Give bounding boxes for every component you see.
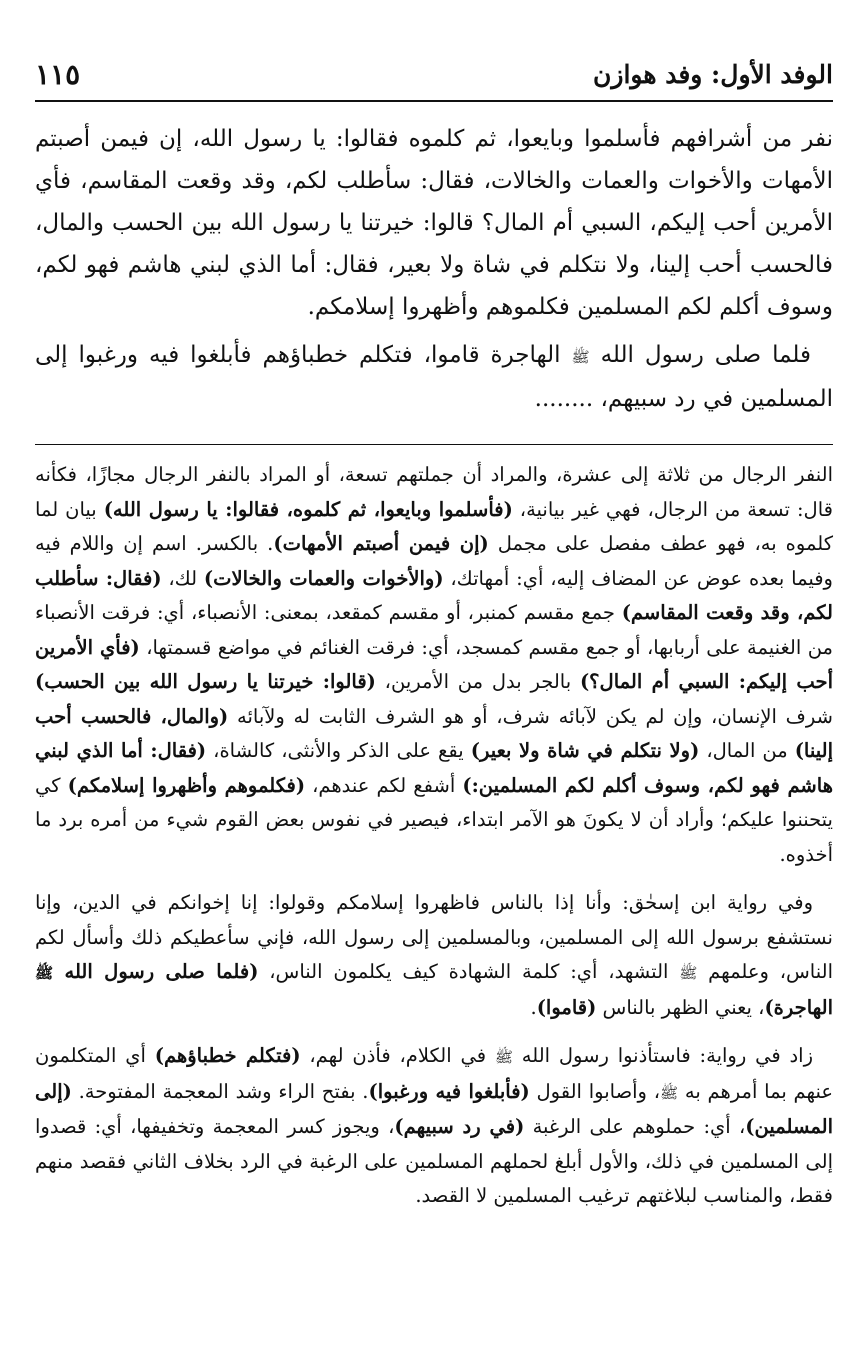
quoted-matn-text: (فقال: أما الذي لبني هاشم فهو لكم، وسوف أكلم لكم المسلمين:) (35, 739, 833, 797)
commentary-text: وفي رواية ابن إسحٰق: وأنا إذا بالناس فاظهروا إسلامكم وقولوا: إنا إخوانكم في الدين، وإنا نستشفع برسول الله إلى المسلمين، وبالمسلمين إلى رسول الله، فإني سأعطيكم ذلك وأسأل لكم الناس، وعلمهم (35, 891, 833, 983)
commentary-text: ، وأصابوا القول (529, 1079, 660, 1103)
quoted-matn-text: (والمال، فالحسب أحب إلينا) (35, 704, 833, 762)
commentary (35, 458, 833, 1228)
commentary-text: . (530, 995, 537, 1019)
quoted-matn-text: (فكلموهم وأظهروا إسلامكم) (67, 773, 306, 797)
commentary-text: التشهد، أي: كلمة الشهادة كيف يكلمون الناس، (258, 960, 680, 983)
commentary-text: ، يعني الظهر بالناس (596, 995, 765, 1019)
quoted-matn-text: (قاموا) (536, 995, 597, 1019)
commentary-text: في الكلام، فأذن لهم، (300, 1044, 495, 1067)
quoted-matn-text: (إلى المسلمين) (35, 1079, 833, 1138)
commentary-text: كي يتحننوا عليكم؛ وأراد أن لا يكونَ هو الآمر ابتداء، فيصير في نفوس بعض القوم شيء من أمره برد ما أخذوه. (35, 773, 833, 866)
commentary-paragraph-2 (35, 886, 833, 1025)
quoted-matn-text: (فلما صلى رسول الله (53, 960, 259, 983)
commentary-paragraph-1 (35, 458, 833, 872)
main-text (35, 118, 833, 426)
running-title: الوفد الأول: وفد هوازن (593, 59, 833, 89)
commentary-text: جمع مقسم كمنبر، أو مقسم كمقعد، بمعنى: الأنصباء، أي: فرقت الأنصباء من الغنيمة على أربابها، أو جمع مقسم كمسجد، أي: فرقت الغنائم في مواضع قسمتها، (35, 601, 833, 659)
quoted-matn-text: (فقال: سأطلب لكم، وقد وقعت المقاسم) (35, 566, 833, 624)
commentary-text: شرف الإنسان، وإن لم يكن لآبائه شرف، أو هو الشرف الثابت له ولآبائه (228, 704, 833, 728)
commentary-paragraph-3 (35, 1039, 833, 1214)
main-paragraph-2-start: فلما صلى رسول الله (600, 342, 811, 368)
commentary-text: . بالكسر. اسم إن واللام فيه وفيما بعده عوض عن المضاف إليه، أي: أمهاتك، (35, 532, 833, 590)
quoted-matn-text: (فأبلغوا فيه ورغبوا) (368, 1079, 530, 1103)
quoted-matn-text: (فأي الأمرين أحب إليكم: السبي أم المال؟) (35, 635, 834, 693)
quoted-matn-text: (فأسلموا وبايعوا، ثم كلموه، فقالوا: يا رسول الله) (103, 497, 513, 521)
quoted-matn-text: (في رد سبيهم) (394, 1115, 525, 1138)
commentary-text: أي المتكلمون عنهم بما أمرهم به (35, 1044, 833, 1103)
main-paragraph-2-end: الهاجرة قاموا، فتكلم خطباؤهم فأبلغوا فيه ورغبوا إلى المسلمين في رد سبيهم، (35, 342, 833, 412)
salutation-glyph: ﷺ (571, 348, 590, 366)
quoted-matn-text: (قالوا: خيرتنا يا رسول الله بين الحسب) (35, 670, 376, 693)
commentary-text: ، أي: حملوهم على الرغبة (524, 1115, 746, 1138)
quoted-matn-text: (ولا نتكلم في شاة ولا بعير) (470, 739, 700, 762)
commentary-text: النفر الرجال من ثلاثة إلى عشرة، والمراد أن جملتهم تسعة، أو المراد بالنفر الرجال مجازًا، فكأنه قال: تسعة من الرجال، فهي غير بيانية، (35, 463, 833, 521)
salutation-glyph: ﷺ (35, 964, 54, 982)
commentary-text: بيان لما كلموه به، فهو عطف مفصل على مجمل (35, 497, 833, 555)
commentary-text: يقع على الذكر والأنثى، كالشاة، (206, 739, 471, 762)
commentary-text: بالجر بدل من الأمرين، (375, 670, 580, 693)
main-paragraph-2 (35, 334, 833, 420)
salutation-glyph: ﷺ (660, 1083, 679, 1102)
main-paragraph-1: نفر من أشرافهم فأسلموا وبايعوا، ثم كلموه فقالوا: يا رسول الله، إن فيمن أصبتم الأمهات والأخوات والعمات والخالات، فقال: سأطلب لكم، وقد وقعت المقاسم، فأي الأمرين أحب إليكم، السبي أم المال؟ قالوا: خيرتنا يا رسول الله بين الحسب والمال، فالحسب أحب إلينا، ولا نتكلم في شاة ولا بعير، فقال: أما الذي لبني هاشم فهو لكم، وسوف أكلم لكم المسلمين فكلموهم وأظهروا إسلامكم. (35, 126, 833, 320)
ellipsis-dots: ........ (534, 386, 594, 412)
commentary-text: لك، (161, 566, 204, 590)
quoted-matn-text: (فتكلم خطباؤهم) (154, 1044, 301, 1067)
quoted-matn-text: الهاجرة) (764, 995, 833, 1019)
commentary-text: زاد في رواية: فاستأذنوا رسول الله (512, 1044, 813, 1067)
commentary-text: . بفتح الراء وشد المعجمة المفتوحة. (71, 1079, 369, 1103)
commentary-text: أشفع لكم عندهم، (305, 773, 463, 797)
salutation-glyph: ﷺ (679, 964, 698, 982)
page-header (35, 48, 833, 102)
commentary-text: ، ويجوز كسر المعجمة وتخفيفها، أي: قصدوا إلى المسلمين في ذلك، والأول أبلغ لحملهم المسلمين على الرغبة في الرد بخلاف الثاني فقصد منهم فقط، والمناسب لبلاغتهم ترغيب المسلمين لا القصد. (35, 1115, 833, 1207)
quoted-matn-text: (إن فيمن أصبتم الأمهات) (273, 532, 489, 555)
page-number: ١١٥ (35, 57, 81, 91)
salutation-glyph: ﷺ (494, 1048, 513, 1066)
commentary-text: من المال، (699, 739, 795, 762)
footnote-divider (35, 444, 833, 445)
quoted-matn-text: (والأخوات والعمات والخالات) (203, 566, 444, 590)
